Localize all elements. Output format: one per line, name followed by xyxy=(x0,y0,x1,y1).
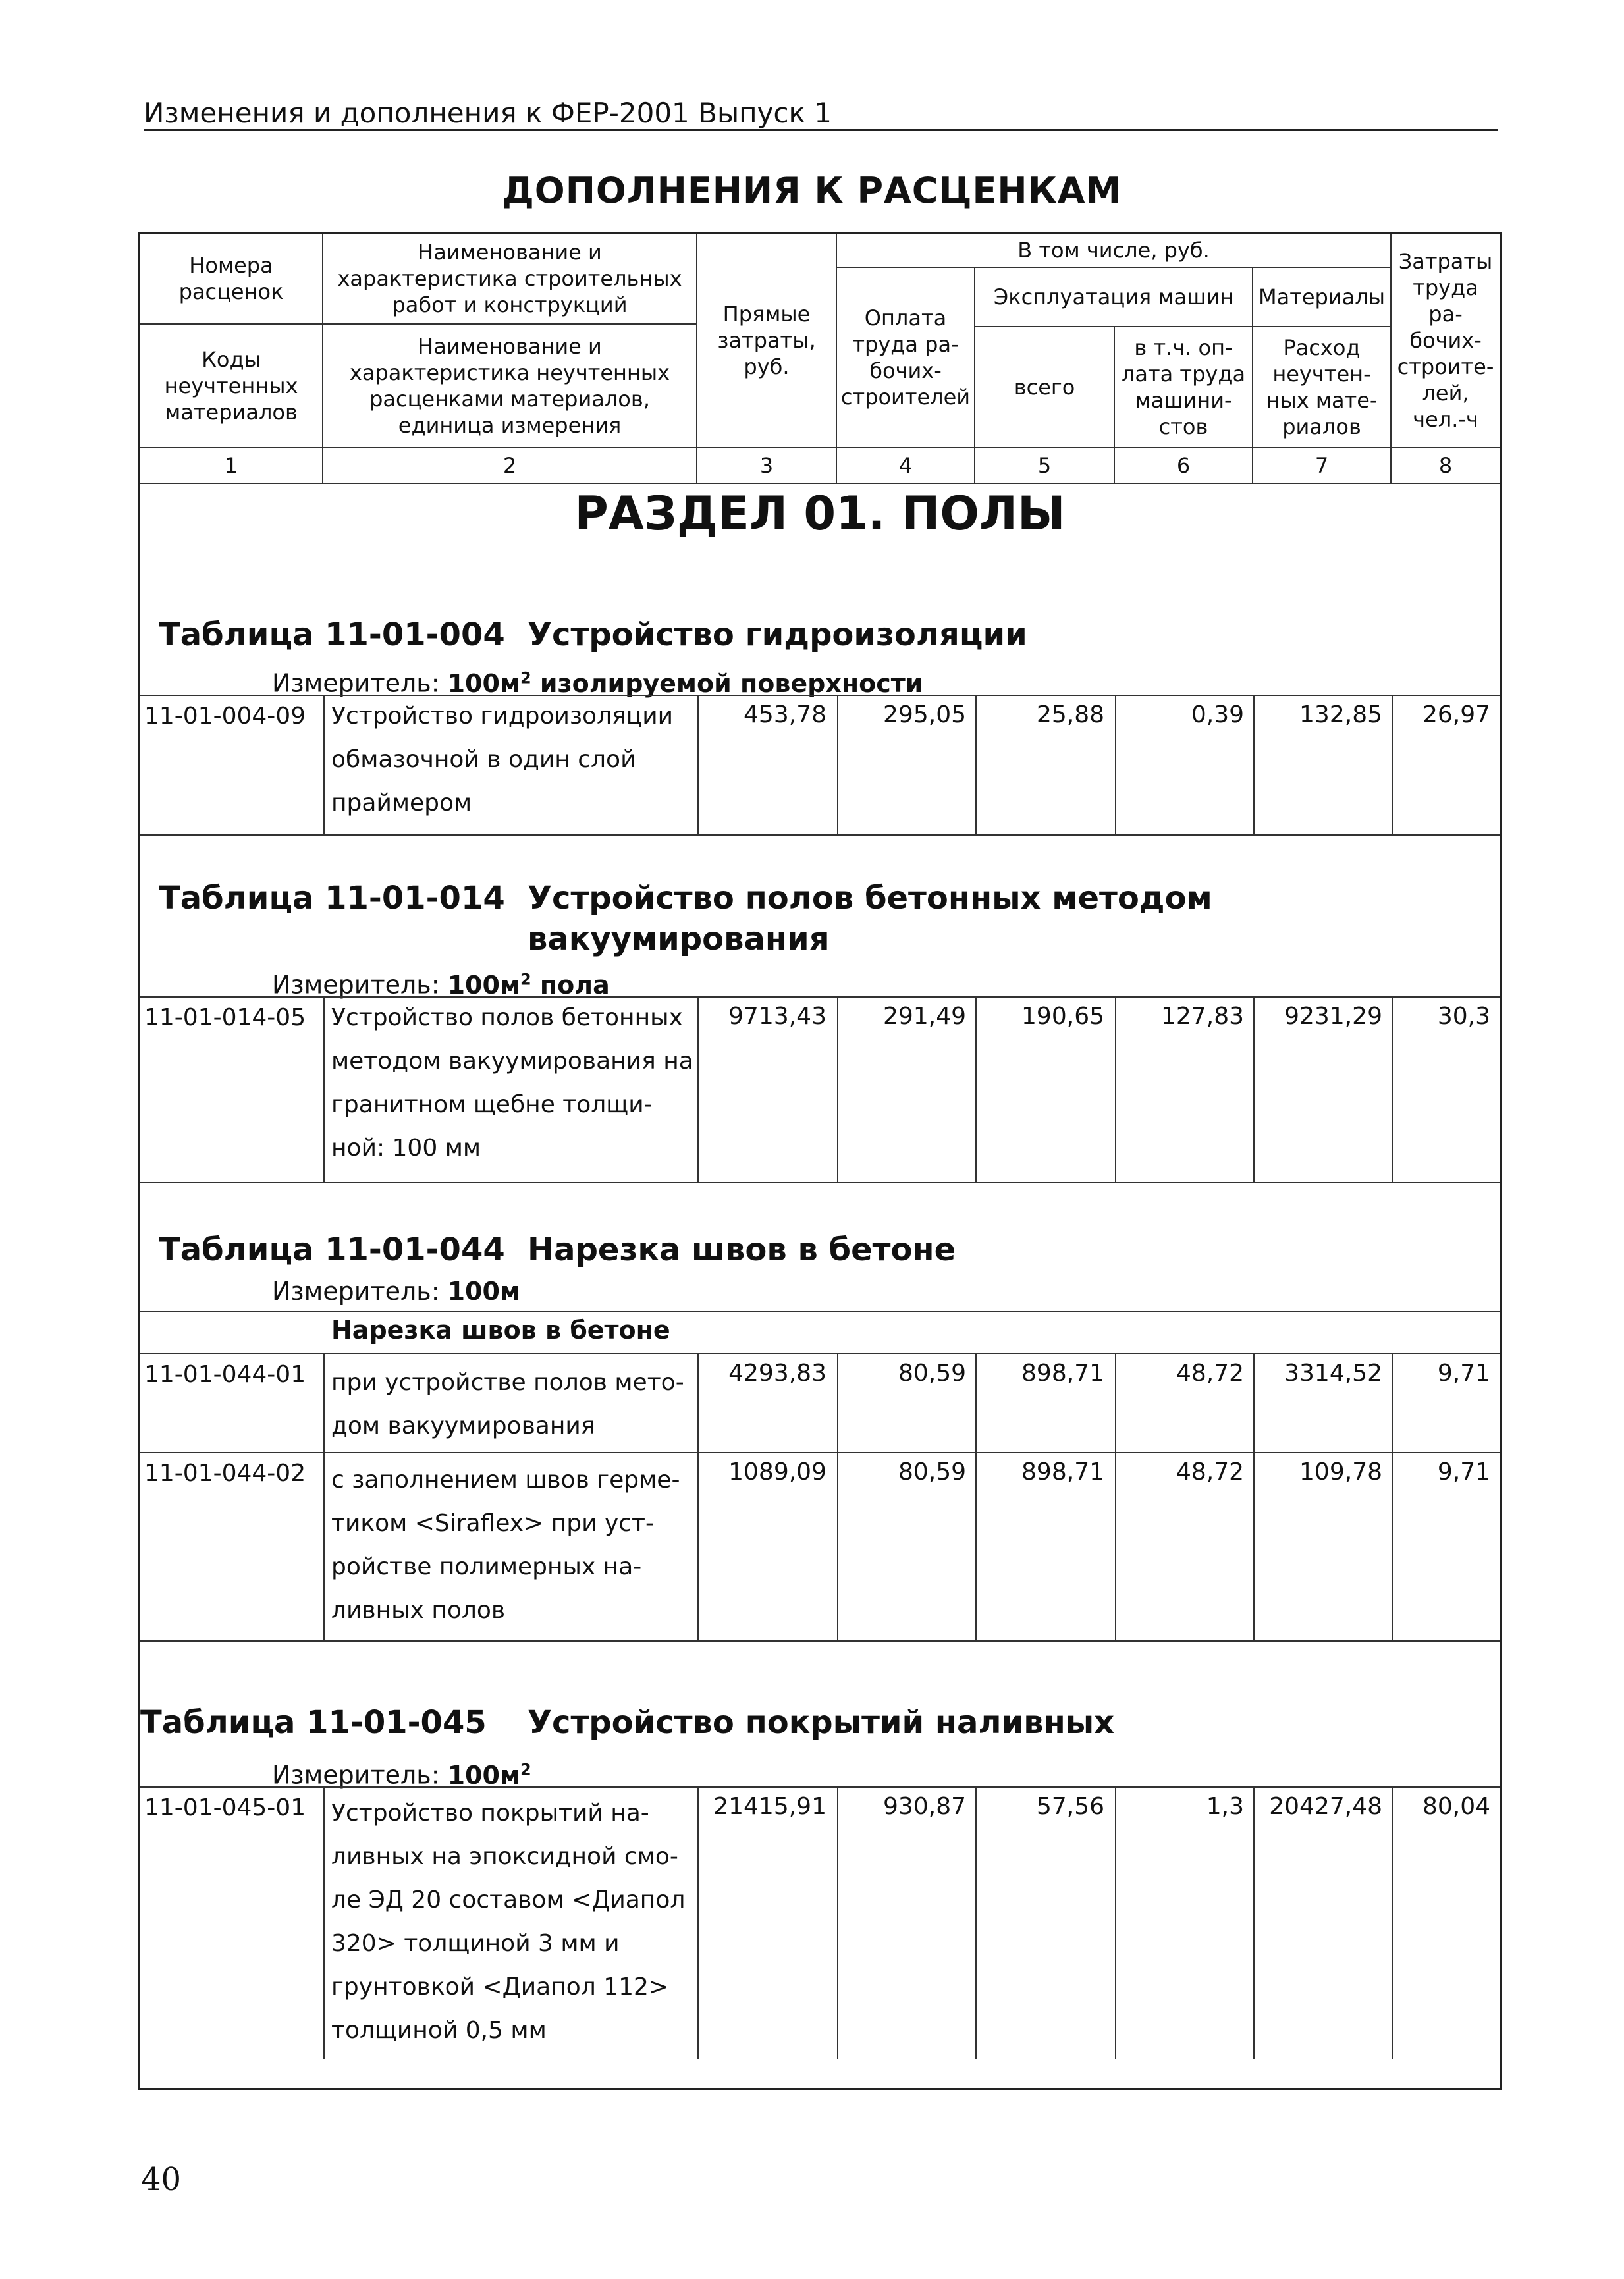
table-unit xyxy=(272,965,610,1000)
col-number: 2 xyxy=(323,448,697,484)
unit-prefix: Измеритель: xyxy=(272,1760,440,1790)
machines-total-value: 57,56 xyxy=(1036,1793,1104,1820)
direct-costs-value: 4293,83 xyxy=(728,1360,826,1387)
unit-value: 100м xyxy=(447,668,520,698)
description-line: ле ЭД 20 составом <Диапол xyxy=(331,1887,686,1914)
labor-pay-value: 80,59 xyxy=(898,1459,966,1486)
table-heading xyxy=(159,878,1212,919)
materials-value: 20427,48 xyxy=(1269,1793,1382,1820)
row-divider xyxy=(140,1640,1500,1642)
rate-code: 11-01-045-01 xyxy=(144,1794,306,1821)
col-header-direct-costs: Прямые затраты, руб. xyxy=(697,234,837,448)
running-header: Изменения и дополнения к ФЕР-2001 Выпуск 1 xyxy=(144,97,1498,131)
col-header-material-codes: Коды неучтенных материалов xyxy=(140,325,323,448)
col-divider xyxy=(1253,1786,1255,2059)
col-number: 5 xyxy=(975,448,1115,484)
machines-total-value: 898,71 xyxy=(1021,1360,1104,1387)
col-divider xyxy=(697,1786,699,2059)
labor-hours-value: 9,71 xyxy=(1437,1360,1490,1387)
col-divider xyxy=(323,1452,325,1640)
table-title: Устройство гидроизоляции xyxy=(528,616,1027,653)
description-line: при устройстве полов мето- xyxy=(331,1369,684,1396)
description-line: ной: 100 мм xyxy=(331,1135,481,1162)
rate-description xyxy=(331,1361,695,1448)
table-unit xyxy=(272,663,923,698)
col-header-unaccounted-materials: Расход неучтен- ных мате- риалов xyxy=(1253,327,1392,448)
table-title: Устройство полов бетонных методом xyxy=(528,880,1212,917)
rate-code: 11-01-044-01 xyxy=(144,1361,306,1388)
page-title: ДОПОЛНЕНИЯ К РАСЦЕНКАМ xyxy=(502,170,1122,211)
description-line: ливных полов xyxy=(331,1597,506,1624)
description-line: Устройство полов бетонных xyxy=(331,1004,683,1031)
materials-value: 3314,52 xyxy=(1284,1360,1382,1387)
labor-pay-value: 80,59 xyxy=(898,1360,966,1387)
table-unit xyxy=(272,1277,520,1306)
col-header-labor-hours: Затраты труда ра- бочих- строите- лей, чел.-ч xyxy=(1392,234,1500,448)
col-header-labor-pay: Оплата труда ра- бочих- строителей xyxy=(837,268,975,448)
col-divider xyxy=(837,1786,838,2059)
col-header-work-name: Наименование и характеристика строительных работ и конструкций xyxy=(323,234,697,325)
rates-table xyxy=(138,232,1502,2090)
description-line: ливных на эпоксидной смо- xyxy=(331,1843,678,1870)
description-line: 320> толщиной 3 мм и xyxy=(331,1930,620,1957)
table-label: Таблица 11-01-044 xyxy=(159,1231,505,1268)
operator-pay-value: 48,72 xyxy=(1176,1360,1244,1387)
row-divider xyxy=(140,834,1500,836)
unit-prefix: Измеритель: xyxy=(272,970,440,1000)
labor-hours-value: 26,97 xyxy=(1422,701,1490,728)
machines-total-value: 190,65 xyxy=(1021,1003,1104,1030)
direct-costs-value: 21415,91 xyxy=(713,1793,826,1820)
row-divider xyxy=(140,1182,1500,1183)
unit-value: 100м xyxy=(447,1277,520,1306)
description-line: Устройство покрытий на- xyxy=(331,1800,649,1827)
rate-description xyxy=(331,695,695,825)
page-number: 40 xyxy=(141,2161,182,2198)
col-number: 4 xyxy=(837,448,975,484)
table-label: Таблица 11-01-045 xyxy=(140,1704,487,1741)
description-line: тиком <Siraflex> при уст- xyxy=(331,1510,655,1537)
table-label: Таблица 11-01-014 xyxy=(159,880,505,917)
col-divider xyxy=(323,1353,325,1452)
rate-code: 11-01-044-02 xyxy=(144,1460,306,1487)
col-divider xyxy=(323,996,325,1182)
labor-hours-value: 9,71 xyxy=(1437,1459,1490,1486)
col-number: 8 xyxy=(1392,448,1500,484)
rate-description xyxy=(331,1792,695,2052)
col-number: 3 xyxy=(697,448,837,484)
labor-pay-value: 295,05 xyxy=(883,701,966,728)
direct-costs-value: 9713,43 xyxy=(728,1003,826,1030)
rate-description xyxy=(331,996,695,1170)
col-header-machines-total: всего xyxy=(975,327,1115,448)
col-divider xyxy=(975,1786,977,2059)
direct-costs-value: 1089,09 xyxy=(728,1459,826,1486)
rate-code: 11-01-004-09 xyxy=(144,703,306,730)
col-header-machines: Эксплуатация машин xyxy=(975,268,1253,327)
table-heading xyxy=(159,614,1027,655)
labor-pay-value: 930,87 xyxy=(883,1793,966,1820)
unit-exponent: 2 xyxy=(520,970,531,988)
machines-total-value: 898,71 xyxy=(1021,1459,1104,1486)
unit-exponent: 2 xyxy=(520,1760,531,1779)
table-heading xyxy=(159,1229,956,1270)
table-title-continued: вакуумирования xyxy=(528,921,830,957)
description-line: грунтовкой <Диапол 112> xyxy=(331,1973,669,2000)
operator-pay-value: 1,3 xyxy=(1206,1793,1244,1820)
col-number: 7 xyxy=(1253,448,1392,484)
description-line: методом вакуумирования на xyxy=(331,1048,693,1075)
labor-pay-value: 291,49 xyxy=(883,1003,966,1030)
col-number: 6 xyxy=(1115,448,1253,484)
col-header-material-name: Наименование и характеристика неучтенных расценками материалов, единица измерения xyxy=(323,325,697,448)
operator-pay-value: 127,83 xyxy=(1161,1003,1244,1030)
labor-hours-value: 30,3 xyxy=(1437,1003,1490,1030)
description-line: с заполнением швов герме- xyxy=(331,1466,680,1493)
labor-hours-value: 80,04 xyxy=(1422,1793,1490,1820)
table-title: Устройство покрытий наливных xyxy=(528,1704,1115,1741)
direct-costs-value: 453,78 xyxy=(744,701,826,728)
unit-rest: изолируемой поверхности xyxy=(531,668,923,698)
col-divider xyxy=(323,1786,325,2059)
description-line: гранитном щебне толщи- xyxy=(331,1091,653,1118)
description-line: дом вакуумирования xyxy=(331,1412,595,1439)
section-title: РАЗДЕЛ 01. ПОЛЫ xyxy=(574,487,1066,541)
table-label: Таблица 11-01-004 xyxy=(159,616,505,653)
col-divider xyxy=(323,695,325,834)
description-line: толщиной 0,5 мм xyxy=(331,2017,547,2044)
table-unit xyxy=(272,1755,531,1790)
col-header-operator-pay: в т.ч. оп- лата труда машини- стов xyxy=(1115,327,1253,448)
unit-value: 100м xyxy=(447,970,520,1000)
col-divider xyxy=(1392,1786,1393,2059)
row-divider xyxy=(140,1786,1500,1788)
unit-prefix: Измеритель: xyxy=(272,668,440,698)
unit-value: 100м xyxy=(447,1760,520,1790)
table-title: Нарезка швов в бетоне xyxy=(528,1231,956,1268)
unit-rest: пола xyxy=(531,970,610,1000)
materials-value: 132,85 xyxy=(1299,701,1382,728)
row-divider xyxy=(140,1311,1500,1312)
rate-code: 11-01-014-05 xyxy=(144,1004,306,1031)
table-heading xyxy=(140,1702,1114,1743)
col-header-materials: Материалы xyxy=(1253,268,1392,327)
col-number: 1 xyxy=(140,448,323,484)
description-line: Устройство гидроизоляции xyxy=(331,703,674,730)
row-divider xyxy=(140,1452,1500,1453)
row-divider xyxy=(140,1353,1500,1354)
unit-exponent: 2 xyxy=(520,668,531,687)
description-line: ройстве полимерных на- xyxy=(331,1553,642,1580)
materials-value: 9231,29 xyxy=(1284,1003,1382,1030)
machines-total-value: 25,88 xyxy=(1036,701,1104,728)
table-subheading: Нарезка швов в бетоне xyxy=(331,1316,670,1345)
operator-pay-value: 0,39 xyxy=(1191,701,1244,728)
col-header-including: В том числе, руб. xyxy=(837,234,1392,268)
unit-prefix: Измеритель: xyxy=(272,1277,440,1306)
col-divider xyxy=(1115,1786,1116,2059)
operator-pay-value: 48,72 xyxy=(1176,1459,1244,1486)
col-header-rate-numbers: Номера расценок xyxy=(140,234,323,325)
materials-value: 109,78 xyxy=(1299,1459,1382,1486)
description-line: обмазочной в один слой xyxy=(331,746,636,773)
rate-description xyxy=(331,1459,695,1632)
description-line: праймером xyxy=(331,790,472,817)
